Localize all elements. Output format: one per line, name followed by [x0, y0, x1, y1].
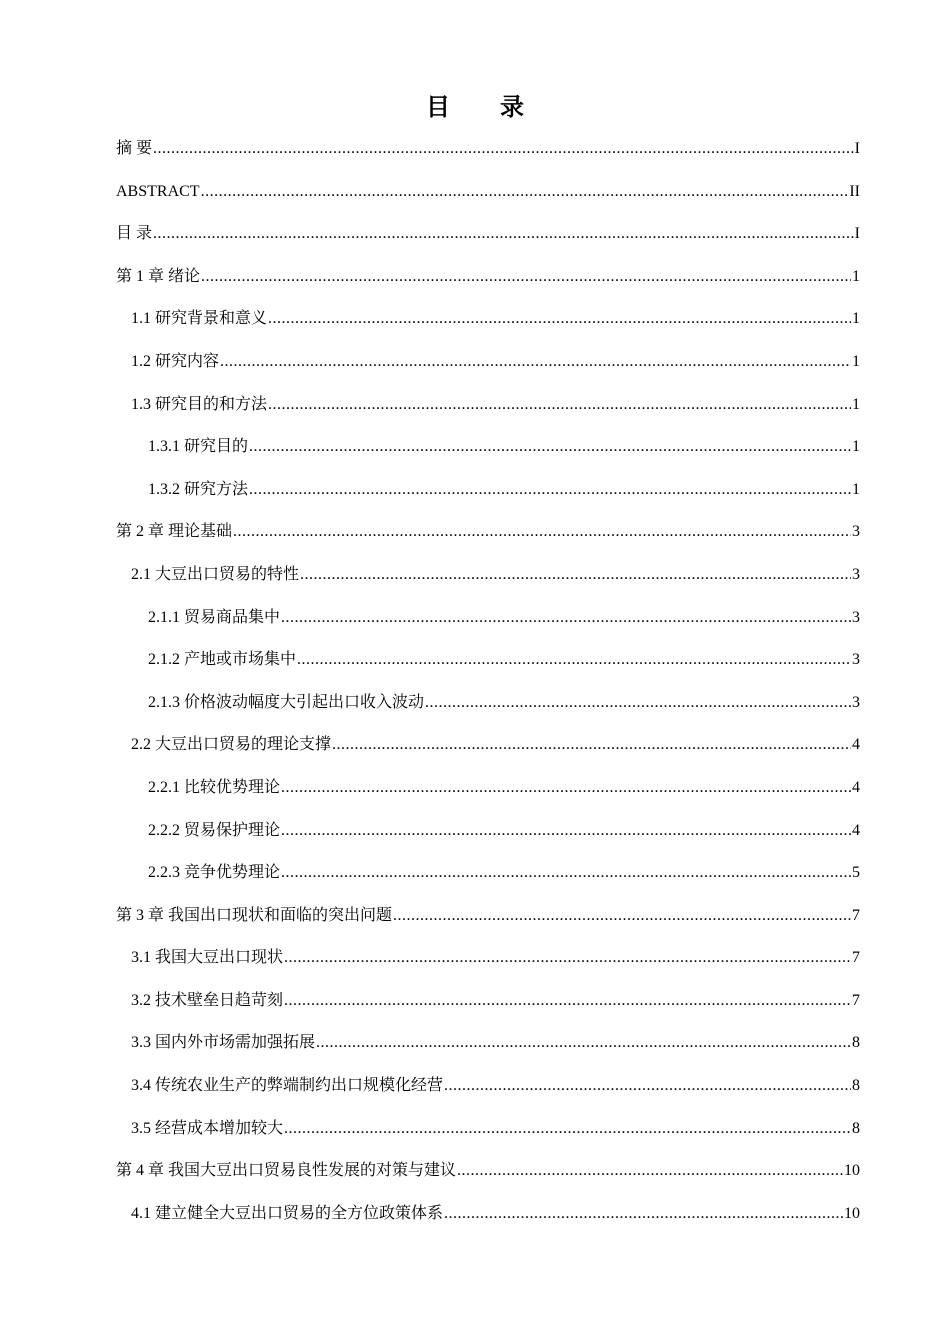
toc-title: 目 录 [426, 95, 546, 121]
toc-entry-page-number: 8 [852, 1034, 860, 1052]
toc-entry-page-number: 3 [852, 565, 860, 583]
toc-entry-page-number: I [854, 140, 860, 157]
toc-entry-page-number: 10 [844, 1162, 860, 1180]
toc-entry-page-number: 1 [852, 395, 860, 413]
toc-leader-dots [153, 133, 854, 165]
toc-entry[interactable] [116, 900, 860, 943]
toc-entry-label: 2.1.1 贸易商品集中 [148, 608, 281, 626]
toc-entry[interactable] [116, 1155, 860, 1198]
toc-entry-label: 目 录 [116, 225, 153, 243]
toc-entry-page-number: 1 [852, 310, 860, 328]
toc-entry-page-number: 1 [852, 438, 860, 456]
toc-entry-label: 第 2 章 理论基础 [116, 523, 233, 541]
toc-entry-label: 3.4 传统农业生产的弊端制约出口规模化经营 [131, 1077, 444, 1095]
toc-leader-dots [281, 857, 851, 889]
toc-entry-page-number: 4 [852, 736, 860, 754]
toc-leader-dots [281, 772, 851, 804]
toc-entry[interactable] [116, 815, 860, 858]
toc-entry-page-number: 10 [844, 1204, 860, 1222]
toc-entry[interactable] [116, 261, 860, 304]
toc-entry-label: 4.1 建立健全大豆出口贸易的全方位政策体系 [131, 1204, 444, 1222]
toc-entry-label: 第 1 章 绪论 [116, 267, 201, 285]
toc-leader-dots [201, 261, 851, 293]
toc-entry[interactable] [116, 1027, 860, 1070]
toc-entry[interactable] [116, 218, 860, 261]
toc-entry-page-number: 8 [852, 1119, 860, 1137]
toc-entry-label: 1.1 研究背景和意义 [131, 310, 268, 328]
toc-leader-dots [297, 644, 851, 676]
toc-entry-page-number: 7 [852, 949, 860, 967]
toc-entry-label: 2.2.3 竞争优势理论 [148, 864, 281, 882]
toc-leader-dots [281, 602, 851, 634]
toc-entry-label: 3.1 我国大豆出口现状 [131, 949, 284, 967]
toc-entry-label: 3.2 技术壁垒日趋苛刻 [131, 991, 284, 1009]
toc-entry-page-number: 7 [852, 906, 860, 924]
toc-entry[interactable] [116, 687, 860, 730]
toc-entry-label: 摘 要 [116, 140, 153, 157]
toc-entry[interactable] [116, 772, 860, 815]
toc-entry[interactable] [116, 346, 860, 389]
toc-entry-label: 3.5 经营成本增加较大 [131, 1119, 284, 1137]
toc-entry[interactable] [116, 729, 860, 772]
toc-entry-page-number: 3 [852, 608, 860, 626]
toc-entry-page-number: 5 [852, 864, 860, 882]
toc-entry-page-number: 4 [852, 778, 860, 796]
toc-entry-label: 1.2 研究内容 [131, 352, 220, 370]
toc-entry[interactable] [116, 857, 860, 900]
toc-leader-dots [201, 176, 849, 208]
toc-entry-page-number: 1 [852, 352, 860, 370]
toc-entry-label: 第 3 章 我国出口现状和面临的突出问题 [116, 906, 393, 924]
toc-entry[interactable] [116, 602, 860, 645]
toc-leader-dots [425, 687, 851, 719]
toc-entry[interactable] [116, 985, 860, 1028]
toc-entry[interactable] [116, 1070, 860, 1113]
toc-entry-label: 1.3.2 研究方法 [148, 480, 249, 498]
toc-leader-dots [153, 218, 854, 250]
toc-leader-dots [233, 516, 851, 548]
toc-entry[interactable] [116, 516, 860, 559]
toc-entry[interactable] [116, 1113, 860, 1156]
toc-entry-page-number: 7 [852, 991, 860, 1009]
toc-entry-page-number: 1 [852, 480, 860, 498]
toc-entry[interactable] [116, 644, 860, 687]
toc-entry-label: 2.1.3 价格波动幅度大引起出口收入波动 [148, 693, 425, 711]
toc-entry-label: ABSTRACT [116, 182, 200, 200]
toc-leader-dots [284, 942, 851, 974]
toc-entry-label: 1.3 研究目的和方法 [131, 395, 268, 413]
toc-entry-page-number: II [849, 182, 860, 200]
toc-entry[interactable] [116, 1198, 860, 1241]
toc-entry-page-number: 4 [852, 821, 860, 839]
toc-entry-label: 2.1 大豆出口贸易的特性 [131, 565, 300, 583]
toc-entry-page-number: 1 [852, 267, 860, 285]
toc-entry[interactable] [116, 431, 860, 474]
toc-leader-dots [268, 303, 851, 335]
toc-leader-dots [457, 1155, 843, 1187]
table-of-contents [116, 133, 860, 1240]
toc-entry[interactable] [116, 176, 860, 219]
toc-leader-dots [268, 389, 851, 421]
toc-entry-label: 第 4 章 我国大豆出口贸易良性发展的对策与建议 [116, 1162, 457, 1180]
toc-leader-dots [284, 985, 851, 1017]
toc-entry-label: 2.1.2 产地或市场集中 [148, 651, 297, 669]
toc-entry[interactable] [116, 474, 860, 517]
toc-entry-page-number: 8 [852, 1077, 860, 1095]
toc-entry-label: 2.2.2 贸易保护理论 [148, 821, 281, 839]
toc-entry[interactable] [116, 559, 860, 602]
toc-entry-label: 2.2.1 比较优势理论 [148, 778, 281, 796]
toc-entry[interactable] [116, 133, 860, 176]
toc-entry[interactable] [116, 303, 860, 346]
toc-leader-dots [220, 346, 851, 378]
toc-leader-dots [316, 1027, 851, 1059]
toc-entry-label: 3.3 国内外市场需加强拓展 [131, 1034, 316, 1052]
toc-leader-dots [284, 1113, 851, 1145]
toc-entry-page-number: I [854, 225, 860, 243]
toc-leader-dots [300, 559, 851, 591]
toc-entry-page-number: 3 [852, 651, 860, 669]
toc-leader-dots [249, 474, 851, 506]
toc-leader-dots [249, 431, 851, 463]
toc-leader-dots [444, 1198, 843, 1230]
toc-entry-label: 1.3.1 研究目的 [148, 438, 249, 456]
toc-leader-dots [444, 1070, 851, 1102]
toc-entry[interactable] [116, 942, 860, 985]
toc-entry-page-number: 3 [852, 523, 860, 541]
toc-entry[interactable] [116, 389, 860, 432]
toc-entry-page-number: 3 [852, 693, 860, 711]
toc-leader-dots [281, 815, 851, 847]
toc-leader-dots [393, 900, 851, 932]
toc-leader-dots [332, 729, 851, 761]
toc-entry-label: 2.2 大豆出口贸易的理论支撑 [131, 736, 332, 754]
